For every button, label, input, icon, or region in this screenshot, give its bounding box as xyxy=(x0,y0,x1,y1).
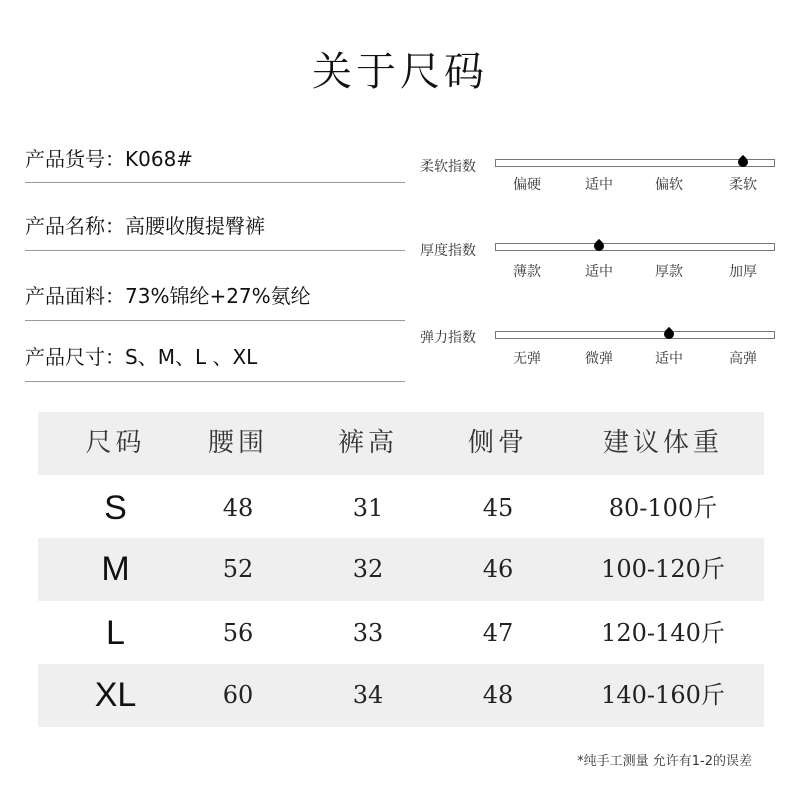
index-bar xyxy=(495,331,775,339)
table-cell: 140-160斤 xyxy=(601,681,725,709)
table-row xyxy=(38,602,764,665)
table-cell: 120-140斤 xyxy=(601,619,725,647)
index-option: 高弹 xyxy=(729,351,757,367)
index-option: 偏软 xyxy=(655,177,683,193)
page-title: 关于尺码 xyxy=(312,49,488,95)
header-cell: 裤高 xyxy=(337,428,398,458)
header-cell: 侧骨 xyxy=(467,428,528,458)
index-option: 加厚 xyxy=(729,264,757,280)
index-label: 柔软指数 xyxy=(420,159,476,175)
table-cell: 80-100斤 xyxy=(608,494,718,522)
index-label: 弹力指数 xyxy=(420,330,476,346)
divider xyxy=(25,250,405,251)
index-bar xyxy=(495,243,775,251)
index-option: 微弹 xyxy=(585,351,613,367)
measurement-note: *纯手工测量 允许有1-2的误差 xyxy=(577,754,752,769)
index-option: 薄款 xyxy=(513,264,541,280)
table-cell: 47 xyxy=(482,619,514,647)
product-fabric: 产品面料：73%锦纶+27%氨纶 xyxy=(25,284,311,308)
index-option: 厚款 xyxy=(655,264,683,280)
table-cell: 45 xyxy=(482,494,514,522)
table-cell: 46 xyxy=(482,555,514,583)
index-option: 适中 xyxy=(585,264,613,280)
index-option: 无弹 xyxy=(513,351,541,367)
table-cell: 100-120斤 xyxy=(601,555,725,583)
size-cell: L xyxy=(106,614,125,652)
table-cell: 32 xyxy=(352,555,384,583)
table-row xyxy=(38,538,764,601)
index-label: 厚度指数 xyxy=(420,243,476,259)
index-option: 柔软 xyxy=(729,177,757,193)
table-cell: 33 xyxy=(352,619,384,647)
size-cell: M xyxy=(101,550,130,588)
product-code: 产品货号：K068# xyxy=(25,147,194,171)
index-option: 适中 xyxy=(585,177,613,193)
index-option: 偏硬 xyxy=(513,177,541,193)
size-cell: S xyxy=(104,489,127,527)
divider xyxy=(25,182,405,183)
divider xyxy=(25,381,405,382)
table-cell: 34 xyxy=(352,681,384,709)
product-sizes: 产品尺寸：S、M、L 、XL xyxy=(25,345,258,369)
header-cell: 腰围 xyxy=(207,428,268,458)
header-cell: 尺码 xyxy=(85,428,146,458)
table-cell: 48 xyxy=(222,494,254,522)
table-header xyxy=(38,412,764,475)
table-cell: 48 xyxy=(482,681,514,709)
header-cell: 建议体重 xyxy=(602,428,723,458)
size-cell: XL xyxy=(94,676,137,714)
divider xyxy=(25,320,405,321)
index-option: 适中 xyxy=(655,351,683,367)
product-name: 产品名称：高腰收腹提臀裤 xyxy=(25,214,265,238)
table-cell: 56 xyxy=(222,619,254,647)
index-bar xyxy=(495,159,775,167)
table-cell: 52 xyxy=(222,555,254,583)
table-cell: 60 xyxy=(222,681,254,709)
table-row xyxy=(38,664,764,727)
table-cell: 31 xyxy=(352,494,384,522)
table-row xyxy=(38,477,764,540)
